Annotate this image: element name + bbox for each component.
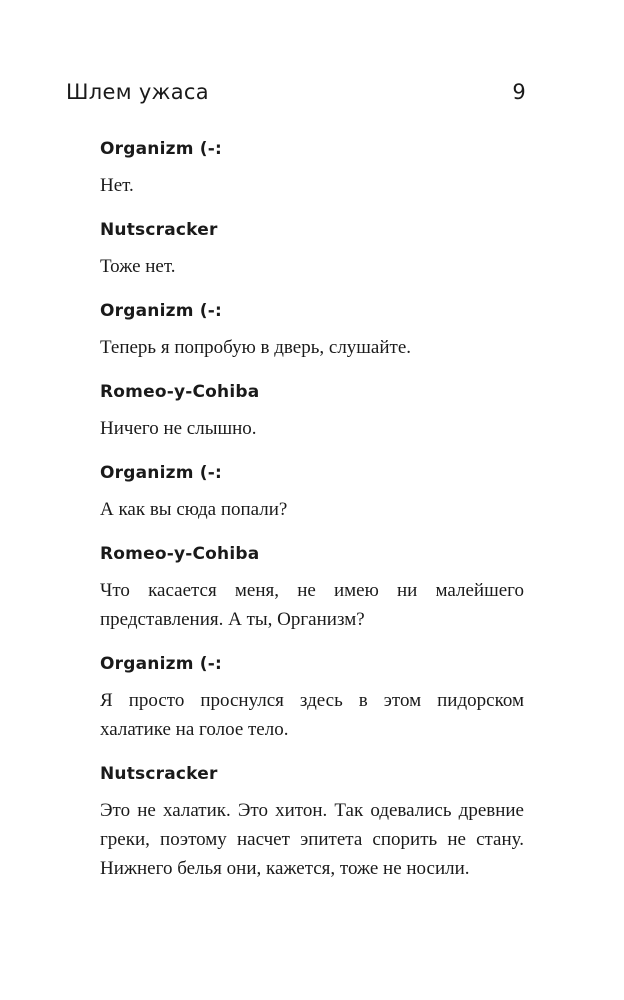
dialogue-entry (100, 137, 524, 200)
dialogue-entry (100, 762, 524, 883)
book-title: Шлем ужаса (66, 80, 209, 104)
dialogue-entry (100, 380, 524, 443)
dialogue-line: А как вы сюда попали? (100, 499, 288, 520)
speaker-name: Organizm (-: (100, 654, 222, 674)
speaker-name: Romeo-y-Cohiba (100, 382, 260, 402)
dialogue-line: Что касается меня, не имею ни малейшего представления. А ты, Организм? (100, 580, 524, 630)
speaker-name: Romeo-y-Cohiba (100, 544, 260, 564)
dialogue-entry (100, 218, 524, 281)
speaker-name: Organizm (-: (100, 463, 222, 483)
dialogue-line: Теперь я попробую в дверь, слушайте. (100, 337, 412, 358)
dialogue-entry (100, 652, 524, 744)
dialogue-line: Нет. (100, 175, 134, 196)
speaker-name: Nutscracker (100, 764, 218, 784)
dialogue-line: Ничего не слышно. (100, 418, 257, 439)
page-number: 9 (512, 80, 526, 104)
running-header (66, 80, 526, 112)
speaker-name: Organizm (-: (100, 139, 222, 159)
dialogue-line: Я просто проснулся здесь в этом пидорском халатике на голое тело. (100, 690, 524, 740)
dialogue-entry (100, 299, 524, 362)
dialogue-content (100, 137, 524, 901)
speaker-name: Organizm (-: (100, 301, 222, 321)
dialogue-line: Это не халатик. Это хитон. Так одевались древние греки, поэтому насчет эпитета спорить не стану. Нижнего белья они, кажется, тоже не носили. (100, 800, 524, 879)
dialogue-entry (100, 461, 524, 524)
dialogue-entry (100, 542, 524, 634)
speaker-name: Nutscracker (100, 220, 218, 240)
dialogue-line: Тоже нет. (100, 256, 176, 277)
